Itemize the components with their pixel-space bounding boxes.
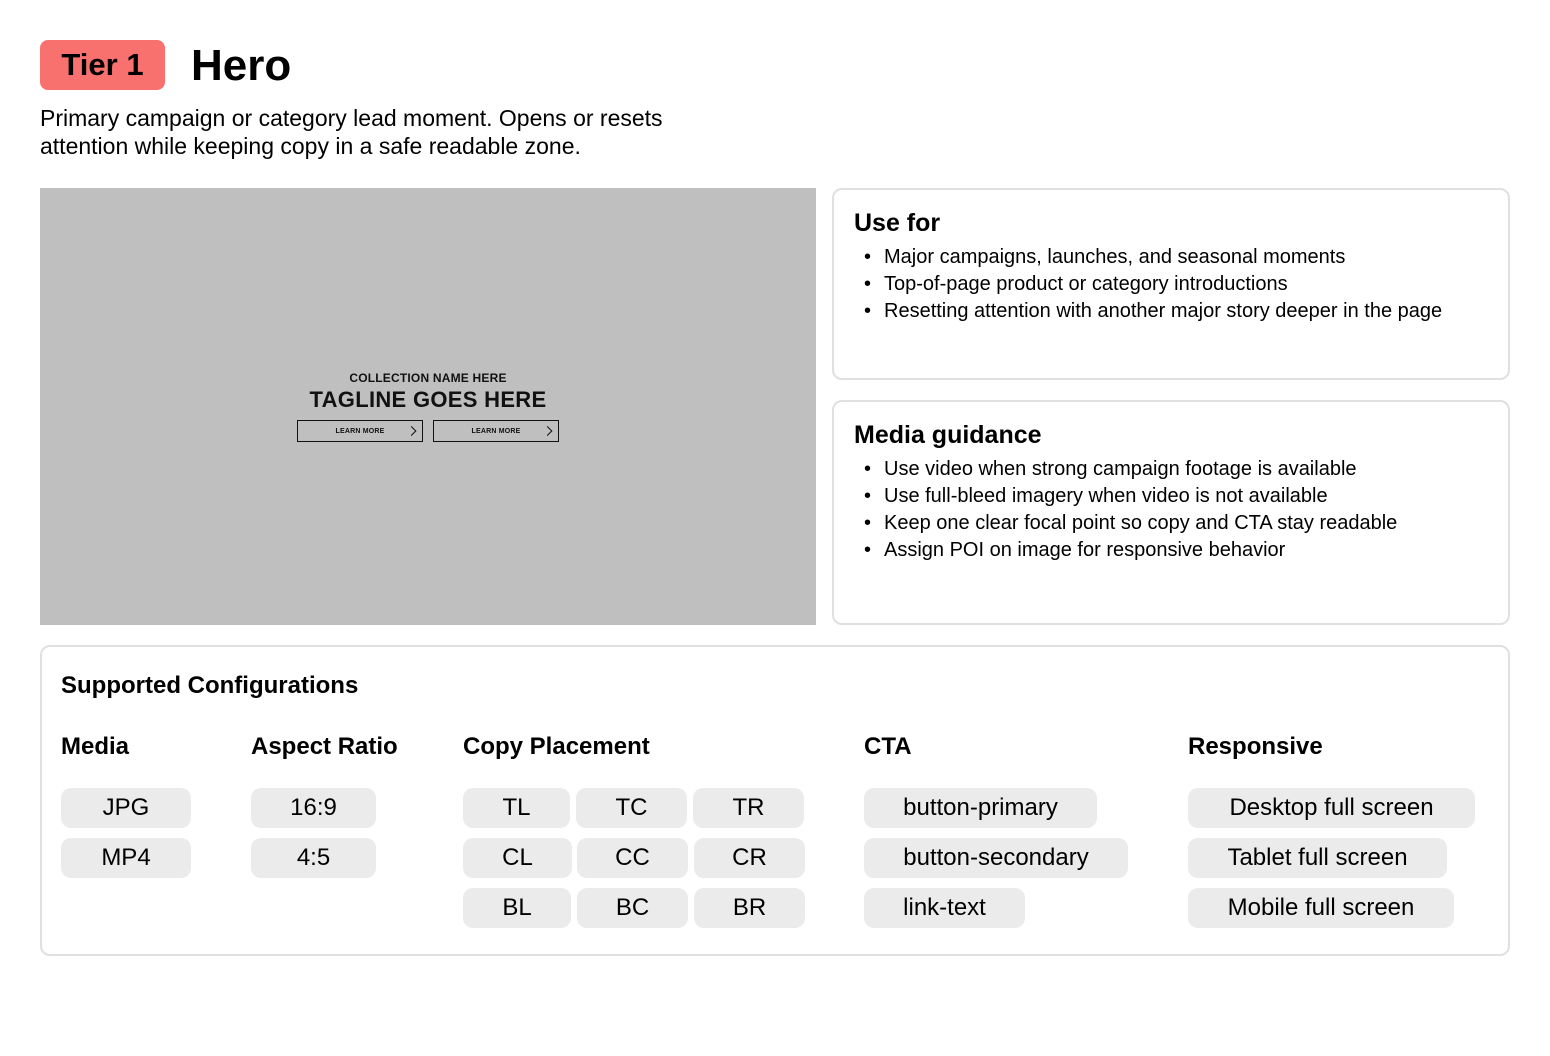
- responsive-chip-mobile[interactable]: Mobile full screen: [1188, 888, 1454, 928]
- media-chip-mp4[interactable]: MP4: [61, 838, 191, 878]
- use-for-title: Use for: [854, 209, 941, 237]
- cta-chip-link-text[interactable]: link-text: [864, 888, 1025, 928]
- hero-copy-block: [40, 371, 816, 442]
- placement-chip-tc[interactable]: TC: [576, 788, 687, 828]
- list-item: • Keep one clear focal point so copy and CTA stay readable: [854, 510, 1488, 537]
- media-chip-jpg[interactable]: JPG: [61, 788, 191, 828]
- chevron-right-icon: [407, 426, 417, 436]
- copy-placement-heading: Copy Placement: [463, 733, 650, 760]
- page-description: Primary campaign or category lead moment. Opens or resets attention while keeping copy in a safe readable zone.: [40, 105, 663, 159]
- placement-chip-cr[interactable]: CR: [694, 838, 805, 878]
- cta-heading: CTA: [864, 733, 912, 760]
- hero-learn-more-button-2[interactable]: [433, 420, 559, 442]
- tier-badge: Tier 1: [40, 40, 165, 90]
- hero-collection-name: COLLECTION NAME HERE: [349, 371, 507, 385]
- cta-chip-button-primary[interactable]: button-primary: [864, 788, 1097, 828]
- list-item: • Resetting attention with another major story deeper in the page: [854, 298, 1488, 325]
- aspect-chip-16-9[interactable]: 16:9: [251, 788, 376, 828]
- placement-chip-cc[interactable]: CC: [577, 838, 688, 878]
- hero-preview-image: [40, 188, 816, 625]
- hero-button-label: LEARN MORE: [335, 427, 385, 435]
- responsive-chip-desktop[interactable]: Desktop full screen: [1188, 788, 1475, 828]
- aspect-chip-4-5[interactable]: 4:5: [251, 838, 376, 878]
- list-item: • Assign POI on image for responsive behavior: [854, 537, 1488, 564]
- chevron-right-icon: [543, 426, 553, 436]
- use-for-list: [854, 244, 1488, 325]
- list-item: • Top-of-page product or category introductions: [854, 271, 1488, 298]
- responsive-chip-tablet[interactable]: Tablet full screen: [1188, 838, 1447, 878]
- hero-learn-more-button-1[interactable]: [297, 420, 423, 442]
- hero-tagline: TAGLINE GOES HERE: [309, 387, 547, 412]
- media-guidance-list: [854, 456, 1488, 564]
- page-title: Hero: [191, 41, 292, 90]
- media-guidance-card: [832, 400, 1510, 625]
- cta-chip-button-secondary[interactable]: button-secondary: [864, 838, 1128, 878]
- placement-chip-tl[interactable]: TL: [463, 788, 570, 828]
- responsive-heading: Responsive: [1188, 733, 1323, 760]
- hero-button-label: LEARN MORE: [471, 427, 521, 435]
- placement-chip-cl[interactable]: CL: [463, 838, 572, 878]
- list-item: • Use video when strong campaign footage is available: [854, 456, 1488, 483]
- supported-configurations-card: [40, 645, 1510, 956]
- media-heading: Media: [61, 733, 130, 760]
- configurations-title: Supported Configurations: [61, 672, 359, 699]
- hero-button-group: [297, 420, 559, 442]
- placement-chip-br[interactable]: BR: [694, 888, 805, 928]
- placement-chip-bc[interactable]: BC: [577, 888, 688, 928]
- use-for-card: [832, 188, 1510, 380]
- list-item: • Major campaigns, launches, and seasonal moments: [854, 244, 1488, 271]
- placement-chip-bl[interactable]: BL: [463, 888, 571, 928]
- media-guidance-title: Media guidance: [854, 421, 1042, 449]
- list-item: • Use full-bleed imagery when video is not available: [854, 483, 1488, 510]
- placement-chip-tr[interactable]: TR: [693, 788, 804, 828]
- aspect-ratio-heading: Aspect Ratio: [251, 733, 398, 760]
